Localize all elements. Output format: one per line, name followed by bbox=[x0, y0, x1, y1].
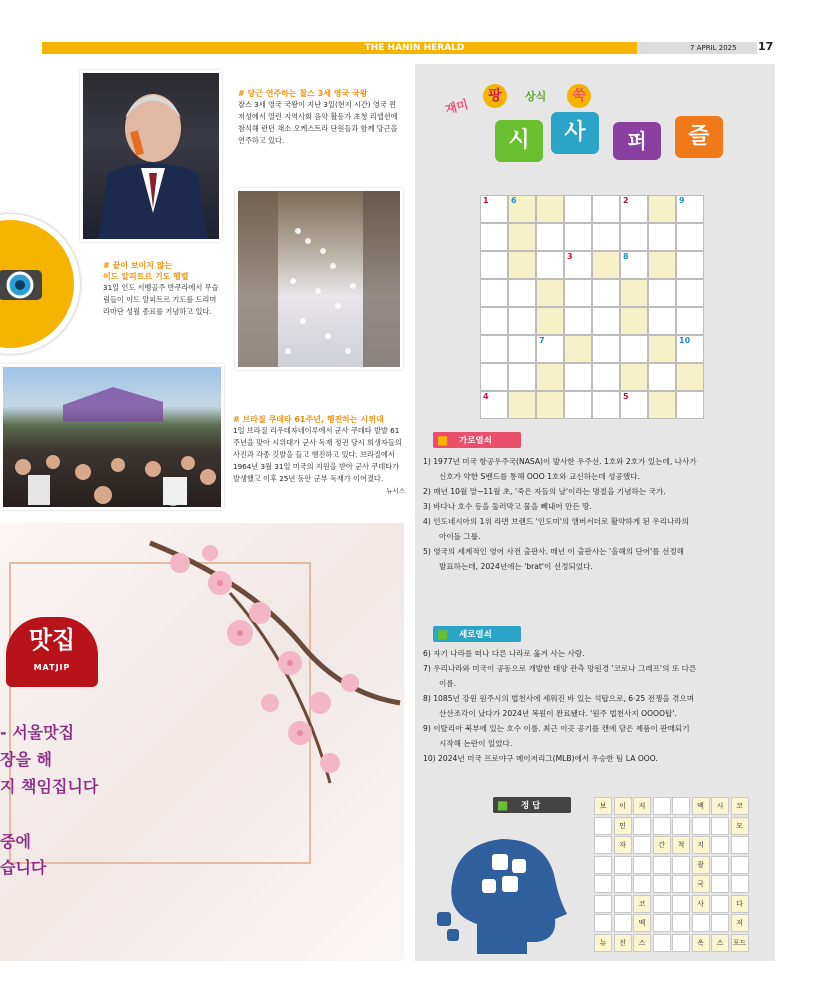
crossword-cell bbox=[620, 195, 648, 223]
title-piece: 시 bbox=[495, 120, 543, 162]
crossword-cell bbox=[676, 251, 704, 279]
answer-cell: 코 bbox=[731, 797, 749, 815]
puzzle-panel bbox=[415, 64, 775, 961]
crossword-cell bbox=[648, 307, 676, 335]
crossword-cell bbox=[508, 335, 536, 363]
answer-cell bbox=[672, 797, 690, 815]
clue-line: 산산조각이 났다가 2024년 복원이 완료됐다. '원주 법천사지 OOOO탑'. bbox=[439, 709, 677, 718]
matjip-advertisement bbox=[0, 523, 404, 961]
across-clues bbox=[423, 454, 773, 574]
title-piece: 퍼 bbox=[613, 122, 661, 160]
crossword-cell bbox=[480, 335, 508, 363]
answer-cell: 간 bbox=[653, 836, 671, 854]
clue-number: 7 bbox=[539, 336, 545, 345]
caption-line: 1일 브라질 리우데자네이루에서 군사 쿠데타 발발 61 bbox=[233, 426, 400, 435]
answer-cell bbox=[711, 836, 729, 854]
crossword-cell bbox=[620, 391, 648, 419]
answer-cell bbox=[672, 875, 690, 893]
caption-line: 사진과 각종 깃발을 들고 행진하고 있다. 브라질에서 bbox=[233, 450, 395, 459]
clue-number: 2 bbox=[623, 196, 629, 205]
crossword-cell bbox=[564, 279, 592, 307]
answer-cell bbox=[672, 817, 690, 835]
down-label bbox=[433, 625, 523, 643]
matjip-logo bbox=[6, 617, 98, 687]
crossword-cell bbox=[620, 223, 648, 251]
across-label-text: 가로열쇠 bbox=[459, 436, 492, 446]
crossword-cell bbox=[676, 363, 704, 391]
caption-line: 참석해 런던 채소 오케스트라 단원들과 함께 당근을 bbox=[238, 124, 398, 133]
logo-text: 맛집 bbox=[28, 626, 76, 654]
crossword-cell bbox=[564, 251, 592, 279]
answer-cell bbox=[594, 817, 612, 835]
caption-line: 주년을 맞아 시위대가 군사 독재 정권 당시 희생자들의 bbox=[233, 438, 402, 447]
answer-cell bbox=[653, 934, 671, 952]
eid-crowd-illustration bbox=[238, 191, 400, 367]
clue-line: 9) 이탈리아 북부에 있는 호수 이름. 최근 이곳 공기를 캔에 담은 제품이 판매되기 bbox=[423, 724, 690, 733]
caption-title: 이드 알피트르 기도 행렬 bbox=[103, 272, 189, 281]
ad-line: 중에 bbox=[0, 832, 31, 851]
caption-line: 발생했고 이후 25년 동안 군부 독재가 이어졌다. bbox=[233, 474, 384, 483]
answer-cell bbox=[653, 797, 671, 815]
clue-line: 아이돌 그룹. bbox=[439, 532, 481, 541]
clue-line: 7) 우리나라와 미국이 공동으로 개발한 태양 관측 망원경 '코로나 그래프'의 또 다른 bbox=[423, 664, 697, 673]
ad-line: 장을 해 bbox=[0, 750, 52, 769]
protest-crowd-illustration bbox=[3, 367, 224, 507]
answer-cell bbox=[614, 875, 632, 893]
clue-line: 발표하는데, 2024년에는 'brat'이 선정되었다. bbox=[439, 562, 593, 571]
crossword-cell bbox=[536, 335, 564, 363]
crossword-cell bbox=[648, 279, 676, 307]
crossword-cell bbox=[648, 391, 676, 419]
crossword-cell bbox=[676, 279, 704, 307]
tagline-word: 쑥 bbox=[567, 84, 591, 108]
newspaper-title: THE HANIN HERALD bbox=[364, 43, 465, 53]
crossword-cell bbox=[480, 279, 508, 307]
answer-cell bbox=[711, 895, 729, 913]
crossword-cell bbox=[536, 251, 564, 279]
caption-line: 저성에서 열린 지역사회 음악 활동가 초청 리셉션에 bbox=[238, 112, 398, 121]
crossword-cell bbox=[536, 195, 564, 223]
crossword-cell bbox=[564, 391, 592, 419]
answer-cell: 시 bbox=[711, 797, 729, 815]
tagline-word: 상식 bbox=[525, 90, 547, 103]
crossword-cell bbox=[676, 223, 704, 251]
answer-cell: 광 bbox=[692, 856, 710, 874]
answer-cell bbox=[692, 817, 710, 835]
crossword-cell bbox=[648, 223, 676, 251]
answer-cell: 모 bbox=[731, 817, 749, 835]
crossword-cell bbox=[480, 195, 508, 223]
page-number: 17 bbox=[758, 40, 774, 53]
caption-line: 31일 인도 서벵골주 반쿠라에서 무슬 bbox=[103, 283, 219, 292]
caption-king-charles bbox=[238, 88, 408, 147]
crossword-cell bbox=[620, 307, 648, 335]
photo-credit: 뉴시스 bbox=[386, 487, 405, 495]
crossword-cell bbox=[508, 279, 536, 307]
crossword-cell bbox=[508, 363, 536, 391]
tagline-word: 재미 bbox=[443, 97, 470, 117]
ad-line: 습니다 bbox=[0, 858, 47, 877]
puzzle-piece-icon: ■ bbox=[497, 798, 509, 812]
answer-cell: 멕 bbox=[692, 797, 710, 815]
answer-cell: 뉴 bbox=[594, 934, 612, 952]
answer-cell: 지 bbox=[692, 836, 710, 854]
clue-line: 6) 자기 나라를 떠나 다른 나라로 옮겨 사는 사람. bbox=[423, 649, 585, 658]
answer-cell bbox=[711, 914, 729, 932]
crossword-cell bbox=[480, 223, 508, 251]
clue-line: 4) 인도네시아의 1위 라면 브랜드 '인도미'의 앰버서더로 활약하게 된 우리나라의 bbox=[423, 517, 689, 526]
clue-number: 5 bbox=[623, 392, 629, 401]
answer-cell bbox=[653, 895, 671, 913]
caption-eid-prayer bbox=[103, 260, 233, 318]
photo-king-charles bbox=[80, 70, 222, 242]
crossword-cell bbox=[620, 335, 648, 363]
crossword-cell bbox=[592, 223, 620, 251]
caption-title: # 끝이 보이지 않는 bbox=[103, 261, 173, 270]
crossword-cell bbox=[480, 307, 508, 335]
puzzle-piece-icon: ■ bbox=[437, 627, 449, 641]
ad-line: - 서울맛집 bbox=[0, 723, 75, 742]
caption-line: 연주하고 있다. bbox=[238, 136, 285, 145]
answer-grid bbox=[594, 797, 754, 957]
answer-cell bbox=[594, 856, 612, 874]
clue-line: 시작해 논란이 일었다. bbox=[439, 739, 513, 748]
crossword-cell bbox=[564, 223, 592, 251]
clue-number: 9 bbox=[679, 196, 685, 205]
answer-cell bbox=[653, 817, 671, 835]
crossword-cell bbox=[536, 307, 564, 335]
answer-cell bbox=[614, 895, 632, 913]
clue-number: 10 bbox=[679, 336, 691, 345]
camera-badge bbox=[0, 214, 80, 354]
answer-cell bbox=[653, 856, 671, 874]
answer-cell bbox=[731, 836, 749, 854]
answer-cell bbox=[692, 914, 710, 932]
answer-label bbox=[493, 796, 573, 814]
crossword-cell bbox=[648, 363, 676, 391]
camera-icon bbox=[0, 220, 76, 350]
crossword-cell bbox=[620, 363, 648, 391]
crossword-cell bbox=[648, 251, 676, 279]
answer-cell: 민 bbox=[614, 817, 632, 835]
caption-line: 라마단 성월 종료를 기념하고 있다. bbox=[103, 307, 212, 316]
answer-cell bbox=[731, 875, 749, 893]
title-piece: 즐 bbox=[675, 116, 723, 158]
clue-number: 3 bbox=[567, 252, 573, 261]
crossword-cell bbox=[648, 335, 676, 363]
answer-cell: 코 bbox=[633, 895, 651, 913]
caption-line: 림들이 이드 알피트르 기도를 드리며 bbox=[103, 295, 217, 304]
answer-cell bbox=[731, 856, 749, 874]
clue-line: 이름. bbox=[439, 679, 457, 688]
crossword-cell bbox=[536, 279, 564, 307]
crossword-cell bbox=[536, 391, 564, 419]
answer-cell bbox=[653, 875, 671, 893]
clue-number: 6 bbox=[511, 196, 517, 205]
puzzle-title bbox=[495, 112, 735, 166]
answer-cell: 국 bbox=[692, 875, 710, 893]
answer-cell bbox=[594, 836, 612, 854]
answer-cell bbox=[653, 914, 671, 932]
tagline-word: 팡 bbox=[483, 84, 507, 108]
ad-line: 지 책임집니다 bbox=[0, 777, 99, 796]
answer-cell bbox=[594, 875, 612, 893]
answer-cell bbox=[672, 934, 690, 952]
crossword-cell bbox=[536, 223, 564, 251]
crossword-cell bbox=[480, 391, 508, 419]
title-piece: 사 bbox=[551, 112, 599, 154]
crossword-cell bbox=[592, 195, 620, 223]
answer-cell bbox=[614, 856, 632, 874]
crossword-cell bbox=[676, 335, 704, 363]
crossword-cell bbox=[508, 223, 536, 251]
answer-cell bbox=[633, 856, 651, 874]
answer-cell bbox=[711, 875, 729, 893]
clue-line: 1) 1977년 미국 항공우주국(NASA)이 발사한 우주선. 1호와 2호가 있는데, 나사가 bbox=[423, 457, 697, 466]
crossword-cell bbox=[508, 307, 536, 335]
answer-cell: 이 bbox=[614, 797, 632, 815]
crossword-cell bbox=[592, 279, 620, 307]
caption-brazil-protest bbox=[233, 414, 405, 497]
crossword-cell bbox=[508, 391, 536, 419]
crossword-cell bbox=[564, 307, 592, 335]
answer-cell bbox=[672, 914, 690, 932]
crossword-cell bbox=[648, 195, 676, 223]
crossword-cell bbox=[592, 363, 620, 391]
clue-line: 5) 영국의 세계적인 영어 사전 출판사. 매년 이 출판사는 '올해의 단어'를 선정해 bbox=[423, 547, 684, 556]
clue-number: 8 bbox=[623, 252, 629, 261]
answer-cell: 저 bbox=[731, 914, 749, 932]
clue-line: 2) 매년 10월 말~11월 초, '죽은 자들의 날'이라는 명절을 기념하는 국가. bbox=[423, 487, 666, 496]
clue-line: 10) 2024년 미국 프로야구 메이저리그(MLB)에서 우승한 팀 LA OOO. bbox=[423, 754, 658, 763]
answer-cell bbox=[594, 895, 612, 913]
crossword-cell bbox=[508, 251, 536, 279]
answer-cell: 보 bbox=[594, 797, 612, 815]
answer-cell bbox=[594, 914, 612, 932]
answer-cell: 포드 bbox=[731, 934, 749, 952]
clue-line: 신호가 약한 S밴드를 통해 OOO 1호와 교신하는데 성공했다. bbox=[439, 472, 640, 481]
clue-number: 1 bbox=[483, 196, 489, 205]
crossword-cell bbox=[592, 251, 620, 279]
clue-line: 8) 1085년 강원 원주시의 법천사에 세워진 바 있는 석탑으로, 6·25 전쟁을 겪으며 bbox=[423, 694, 695, 703]
down-label-text: 세로열쇠 bbox=[459, 630, 492, 640]
crossword-cell bbox=[480, 363, 508, 391]
crossword-cell bbox=[592, 335, 620, 363]
crossword-cell bbox=[592, 391, 620, 419]
logo-subtext: MATJIP bbox=[33, 663, 71, 672]
answer-cell bbox=[711, 856, 729, 874]
answer-cell bbox=[672, 856, 690, 874]
answer-cell: 멕 bbox=[633, 914, 651, 932]
answer-cell: 진 bbox=[614, 934, 632, 952]
crossword-cell bbox=[564, 195, 592, 223]
answer-cell bbox=[672, 895, 690, 913]
answer-cell bbox=[633, 817, 651, 835]
answer-cell: 사 bbox=[692, 895, 710, 913]
answer-cell: 자 bbox=[614, 836, 632, 854]
answer-label-text: 정 답 bbox=[521, 801, 541, 811]
answer-cell bbox=[711, 817, 729, 835]
photo-brazil-protest bbox=[0, 364, 224, 510]
crossword-cell bbox=[592, 307, 620, 335]
answer-cell bbox=[633, 836, 651, 854]
puzzle-piece-icon: ■ bbox=[437, 433, 449, 447]
answer-cell: 다 bbox=[731, 895, 749, 913]
clue-number: 4 bbox=[483, 392, 489, 401]
crossword-cell bbox=[676, 195, 704, 223]
caption-line: 찰스 3세 영국 국왕이 지난 3일(현지 시간) 영국 윈 bbox=[238, 100, 397, 109]
issue-date: 7 APRIL 2025 bbox=[690, 44, 737, 52]
photo-eid-prayer bbox=[235, 188, 403, 370]
king-charles-illustration bbox=[83, 73, 219, 239]
caption-line: 1964년 3월 31일 미국의 지원을 받아 군사 쿠데타가 bbox=[233, 462, 400, 471]
crossword-cell bbox=[480, 251, 508, 279]
across-label bbox=[433, 431, 523, 449]
crossword-cell bbox=[508, 195, 536, 223]
answer-cell: 스 bbox=[711, 934, 729, 952]
clue-line: 3) 바다나 호수 등을 둘러막고 물을 빼내어 만든 땅. bbox=[423, 502, 592, 511]
crossword-grid bbox=[480, 195, 706, 421]
crossword-cell bbox=[564, 363, 592, 391]
crossword-cell bbox=[676, 391, 704, 419]
down-clues bbox=[423, 646, 773, 766]
puzzle-head-illustration bbox=[417, 824, 577, 959]
answer-cell bbox=[614, 914, 632, 932]
crossword-cell bbox=[536, 363, 564, 391]
answer-cell bbox=[633, 875, 651, 893]
answer-cell: 스 bbox=[633, 934, 651, 952]
crossword-cell bbox=[620, 251, 648, 279]
caption-title: # 당근 연주하는 찰스 3세 영국 국왕 bbox=[238, 89, 368, 98]
caption-title: # 브라질 쿠데타 61주년, 행진하는 시위대 bbox=[233, 415, 384, 424]
answer-cell: 옥 bbox=[692, 934, 710, 952]
answer-cell: 척 bbox=[672, 836, 690, 854]
crossword-cell bbox=[676, 307, 704, 335]
crossword-cell bbox=[620, 279, 648, 307]
crossword-cell bbox=[564, 335, 592, 363]
answer-cell: 저 bbox=[633, 797, 651, 815]
